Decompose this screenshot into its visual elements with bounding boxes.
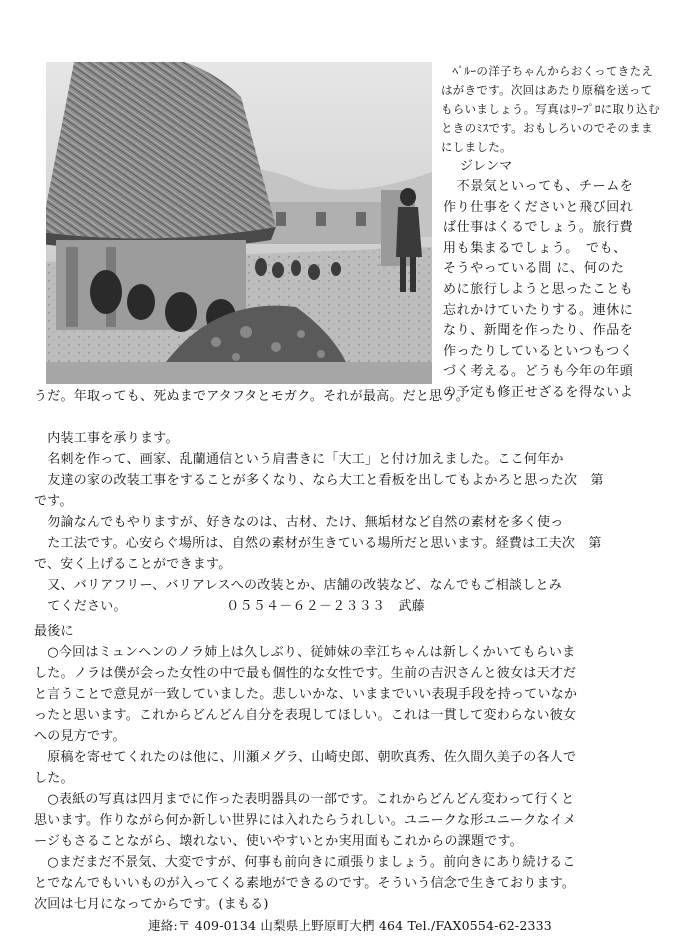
dilemma-heading: ジレンマ [460,159,513,174]
photo-caption [441,62,663,176]
dilemma-line: 忘れかけていたりする。連休に [443,302,634,318]
closing-line: への見方です。 [34,729,126,744]
caption-text: ﾍﾟﾙｰの洋子ちゃんからおくってきたえはがきです。次回はあたり原稿を送ってもらいましょう。写真はﾘｰﾌﾟﾛに取り込むときのﾐｽです。おもしろいのでそのままにしました。 [441,64,660,154]
contact-footer: 連絡:〒 409-0134 山梨県上野原町大椚 464 Tel./FAX0554-62-2333 [148,918,552,933]
dilemma-line: の予定も修正せざるを得ないよ [443,384,634,400]
closing-line: とでなんでもいいものが入ってくる素地ができるのです。そういう信念で生きております。 [34,876,576,891]
closing-line: した。ノラは僕が会った女性の中で最も個性的な女性です。生前の吉沢さんと彼女は天才だ [34,666,577,681]
renovation-line: 勿論なんでもやりますが、好きなのは、古材、たけ、無垢材など自然の素材を多く使っ [34,515,564,530]
dilemma-line: そうやっている間 に、何のた [443,261,625,277]
closing-heading: 最後に [34,624,74,639]
dilemma-tail: うだ。年取っても、死ぬまでアタフタとモガク。それが最高。だと思う。 [34,389,469,404]
renovation-line: 又、バリアフリー、バリアレスへの改装とか、店舗の改装など、なんでもご相談しとみ [34,578,563,593]
renovation-line: で、安く上げることができます。 [34,557,232,572]
closing-line: した。 [34,771,74,786]
dilemma-line: 作ったりしているといつもつく [443,343,634,359]
dilemma-line: なり、新聞を作ったり、作品を [443,323,634,339]
dilemma-body [443,177,665,404]
closing-line: 原稿を寄せてくれたのは他に、川瀬メグラ、山崎史郎、朝吹真秀、佐久間久美子の各人で [34,750,577,765]
dilemma-line: ば仕事はくるでしょう。旅行費 [443,220,634,236]
dilemma-line: 不景気といっても、チームを [443,179,634,194]
renovation-line: です。 [34,494,73,509]
closing-line: と言うことで意見が一致していました。悲しいかな、いままでいい表現手段を持っていなか [34,687,578,702]
closing-line: ○表紙の写真は四月までに作った表明器具の一部です。これからどんどん変わって行くと [34,792,575,807]
closing-line: 思います。作りながら何か新しい世界には入れたらうれしい。ユニークな形ユニークなイメ [34,813,577,828]
dilemma-line: 作り仕事をくださいと飛び回れ [443,199,634,215]
renovation-line: た工法です。心安らぐ場所は、自然の素材が生きている場所だと思います。経費は工夫次 第 [34,536,602,551]
closing-line: ったと思います。これからどんどん自分を表現してほしい。これは一貫して変わらない彼女 [34,708,577,723]
closing-line: ○今回はミュンヘンのノラ姉上は久しぶり、従姉妹の幸江ちゃんは新しくかいてもらいま [34,645,576,660]
village-photo [46,62,432,384]
dilemma-line: 用も集まるでしょう。 でも、 [443,240,627,256]
renovation-line: 友達の家の改装工事をすることが多くなり、なら大工と看板を出してもよかろと思った次 第 [34,473,604,488]
closing-line: ージもさることながら、壊れない、使いやすいとか実用面もこれからの課題です。 [34,834,523,849]
closing-line: 次回は七月になってからです。(まもる) [34,897,269,912]
renovation-line: 名刺を作って、画家、乱蘭通信という肩書きに「大工」と付け加えました。ここ何年か [34,452,564,467]
village-photo-icon [46,62,432,384]
closing-line: ○まだまだ不景気、大変ですが、何事も前向きに頑張りましょう。前向きにあり続けるこ [34,855,576,870]
dilemma-line: づく考える。どうも今年の年頭 [443,364,634,380]
dilemma-line: めに旅行しようと思ったことも [443,281,634,297]
renovation-line: 内装工事を承ります。 [34,431,179,446]
renovation-contact: てください。 ０５５４－６２－２３３３ 武藤 [34,599,426,614]
